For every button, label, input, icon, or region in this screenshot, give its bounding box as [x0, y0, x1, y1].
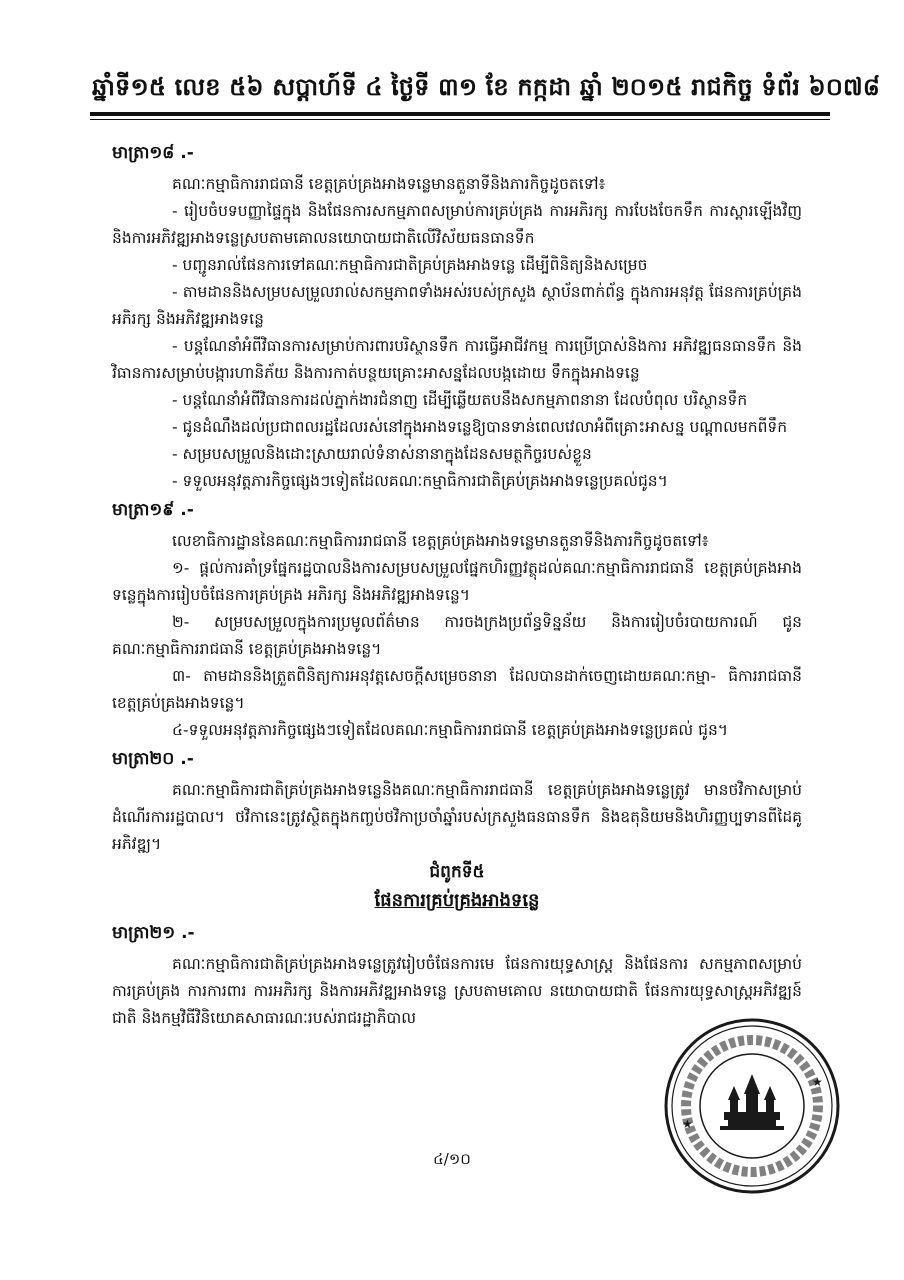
article-19-item: ៣- តាមដាននិងត្រួតពិនិត្យការអនុវត្តសេចក្តីសម្រេចនានា ដែលបានដាក់ចេញដោយគណៈកម្មា- ធិការរាជធានី ខេត្តគ្រប់គ្រងអាងទន្លេ។	[112, 667, 802, 712]
article-20-text: គណៈកម្មាធិការជាតិគ្រប់គ្រងអាងទន្លេនិងគណៈកម្មាធិការរាជធានី ខេត្តគ្រប់គ្រងអាងទន្លេត្រូវ មានថវិកាសម្រាប់ដំណើរការរដ្ឋបាល។ ថវិកានេះត្រូវស្ថិតក្នុងកញ្ចប់ថវិកាប្រចាំឆ្នាំរបស់ក្រសួងធនធានទឹក និងឧតុនិយមនិងហិរញ្ញប្បទានពីដៃគូអភិវឌ្ឍ។	[112, 781, 802, 853]
document-body	[112, 138, 802, 1032]
article-18-item: - ជូនដំណឹងដល់ប្រជាពលរដ្ឋដែលរស់នៅក្នុងអាងទន្លេឱ្យបានទាន់ពេលវេលាអំពីគ្រោះអាសន្ន បណ្តាលមកពីទឹក	[172, 418, 788, 436]
chapter-number: ជំពូកទី៥	[429, 862, 485, 882]
article-18-item: - បន្តណែនាំអំពីវិធានការសម្រាប់ការពារបរិស្ថានទឹក ការធ្វើអាជីវកម្ម ការប្រើប្រាស់និងការ អភិវឌ្ឍធនធានទឹក និងវិធានការសម្រាប់បង្ការហានិភ័យ និងការកាត់បន្ថយគ្រោះអាសន្នដែលបង្កដោយ ទឹកក្នុងអាងទន្លេ	[112, 337, 802, 382]
article-21-title: មាត្រា២១ .-	[112, 923, 195, 943]
svg-text:★: ★	[812, 1075, 823, 1089]
article-18-item: - តាមដាននិងសម្របសម្រួលរាល់សកម្មភាពទាំងអស់របស់ក្រសួង ស្ថាប័នពាក់ព័ន្ធ ក្នុងការអនុវត្ត ផែនការគ្រប់គ្រង អភិរក្ស និងអភិវឌ្ឍអាងទន្លេ	[112, 283, 802, 328]
page-number: ៤/១០	[433, 1150, 471, 1168]
article-18-item: - ទទួលអនុវត្តភារកិច្ចផ្សេងៗទៀតដែលគណៈកម្មាធិការជាតិគ្រប់គ្រងអាងទន្លេប្រគល់ជូន។	[172, 472, 668, 490]
article-19-title: មាត្រា១៩ .-	[112, 500, 194, 520]
article-18-item: - រៀបចំបទបញ្ញាផ្ទៃក្នុង និងផែនការសកម្មភាពសម្រាប់ការគ្រប់គ្រង ការអភិរក្ស ការបែងចែកទឹក ការស្តារឡើងវិញ និងការអភិវឌ្ឍអាងទន្លេស្របតាមគោលនយោបាយជាតិលើវិស័យធនធានទឹក	[112, 202, 802, 247]
article-21-text: គណៈកម្មាធិការជាតិគ្រប់គ្រងអាងទន្លេត្រូវរៀបចំផែនការមេ ផែនការយុទ្ធសាស្ត្រ និងផែនការ សកម្មភាពសម្រាប់ការគ្រប់គ្រង ការការពារ ការអភិរក្ស និងការអភិវឌ្ឍអាងទន្លេ ស្របតាមគោល នយោបាយជាតិ ផែនការយុទ្ធសាស្ត្រអភិវឌ្ឍន៍ជាតិ និងកម្មវិធីវិនិយោគសាធារណៈរបស់រាជរដ្ឋាភិបាល	[112, 955, 802, 1027]
article-18-title: មាត្រា១៨ .-	[112, 143, 194, 163]
chapter-title: ផែនការគ្រប់គ្រងអាងទន្លេ	[374, 890, 540, 911]
article-18-item: - បន្តណែនាំអំពីវិធានការដល់ភ្នាក់ងារជំនាញ ដើម្បីឆ្លើយតបនឹងសកម្មភាពនានា ដែលបំពុល បរិស្ថានទឹក	[172, 391, 748, 409]
svg-text:★: ★	[682, 1117, 693, 1131]
article-18-item: - បញ្ជូនរាល់ផែនការទៅគណៈកម្មាធិការជាតិគ្រប់គ្រងអាងទន្លេ ដើម្បីពិនិត្យនិងសម្រេច	[172, 256, 648, 274]
article-19-item: ២- សម្របសម្រួលក្នុងការប្រមូលព័ត៌មាន ការចងក្រងប្រព័ន្ធទិន្នន័យ និងការរៀបចំរបាយការណ៍ ជូនគណៈកម្មាធិការរាជធានី ខេត្តគ្រប់គ្រងអាងទន្លេ។	[112, 613, 802, 658]
article-20-title: មាត្រា២០ .-	[112, 749, 194, 769]
gazette-header: ឆ្នាំទី១៥ លេខ ៥៦ សប្តាហ៍ទី ៤ ថ្ងៃទី ៣១ ខែ កក្កដា ឆ្នាំ ២០១៥ រាជកិច្ច ទំព័រ ៦០៧៨	[92, 72, 881, 101]
article-18-intro: គណៈកម្មាធិការរាជធានី ខេត្តគ្រប់គ្រងអាងទន្លេមានតួនាទីនិងភារកិច្ចដូចតទៅ៖	[172, 175, 606, 193]
header-rule-thin	[90, 119, 830, 120]
article-18-item: - សម្របសម្រួលនិងដោះស្រាយរាល់ទំនាស់នានាក្នុងដែនសមត្ថកិច្ចរបស់ខ្លួន	[172, 445, 592, 463]
article-19-item: ១- ផ្តល់ការគាំទ្រផ្នែករដ្ឋបាលនិងការសម្របសម្រួលផ្នែកហិរញ្ញវត្ថុដល់គណៈកម្មាធិការរាជធានី ខេត្តគ្រប់គ្រងអាងទន្លេក្នុងការរៀបចំផែនការគ្រប់គ្រង អភិរក្ស និងអភិវឌ្ឍអាងទន្លេ។	[112, 559, 802, 604]
article-19-intro: លេខាធិការដ្ឋាននៃគណៈកម្មាធិការរាជធានី ខេត្តគ្រប់គ្រងអាងទន្លេមានតួនាទីនិងភារកិច្ចដូចតទៅ៖	[172, 532, 709, 550]
official-seal-stamp	[662, 1016, 842, 1196]
article-19-item: ៤-ទទួលអនុវត្តភារកិច្ចផ្សេងៗទៀតដែលគណៈកម្មាធិការរាជធានី ខេត្តគ្រប់គ្រងអាងទន្លេប្រគល់ ជូន។	[172, 721, 729, 739]
header-rule-thick	[90, 112, 830, 116]
